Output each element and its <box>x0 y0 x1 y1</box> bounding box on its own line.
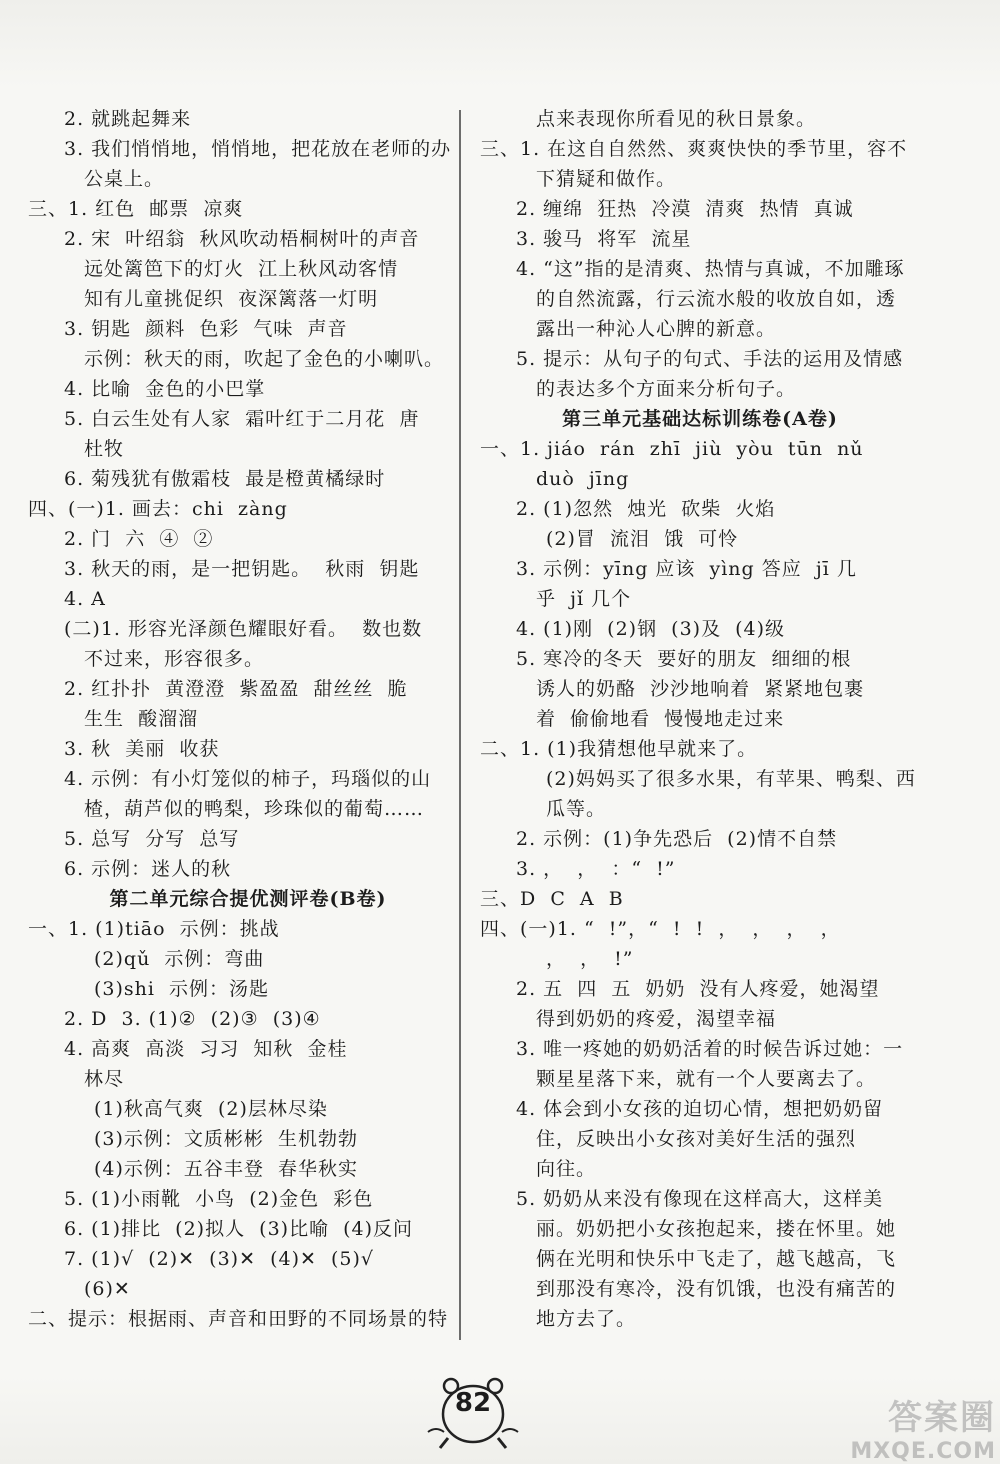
answer-line: 住，反映出小女孩对美好生活的强烈 <box>536 1128 857 1150</box>
answer-line: 二、提示：根据雨、声音和田野的不同场景的特 <box>28 1308 449 1330</box>
answer-line: 向往。 <box>536 1158 597 1180</box>
answer-line: (二)1. 形容光泽颜色耀眼好看。 数也数 <box>64 618 423 640</box>
answer-line: 三、1. 红色 邮票 凉爽 <box>28 198 244 220</box>
answer-line: 5. 白云生处有人家 霜叶红于二月花 唐 <box>64 408 420 430</box>
column-divider <box>459 110 461 1340</box>
answer-line: 5. 奶奶从来没有像现在这样高大，这样美 <box>516 1188 884 1210</box>
answer-line: (1)秋高气爽 (2)层林尽染 <box>94 1098 328 1120</box>
answer-line: 2. 就跳起舞来 <box>64 108 192 130</box>
page-number: 82 <box>454 1388 492 1418</box>
answer-line: 4. A <box>64 588 106 610</box>
answer-line: 6. (1)排比 (2)拟人 (3)比喻 (4)反问 <box>64 1218 414 1240</box>
answer-line: 着 偷偷地看 慢慢地走过来 <box>536 708 785 730</box>
answer-line: (4)示例：五谷丰登 春华秋实 <box>94 1158 358 1180</box>
answer-line: (2)冒 流泪 饿 可怜 <box>546 528 739 550</box>
answer-line: 5. 提示：从句子的句式、手法的运用及情感 <box>516 348 904 370</box>
answer-line: 丽。奶奶把小女孩抱起来，搂在怀里。她 <box>536 1218 897 1240</box>
left-answer-column <box>28 104 468 1334</box>
answer-line: 公桌上。 <box>84 168 165 190</box>
answer-line: 的自然流露，行云流水般的收放自如，透 <box>536 288 897 310</box>
answer-line: 3. 秋 美丽 收获 <box>64 738 220 760</box>
answer-line: (3)shi 示例：汤匙 <box>94 978 270 1000</box>
answer-line: 4. “这”指的是清爽、热情与真诚，不加雕琢 <box>516 258 905 280</box>
answer-line: 到那没有寒冷，没有饥饿，也没有痛苦的 <box>536 1278 897 1300</box>
answer-line: 露出一种沁人心脾的新意。 <box>536 318 777 340</box>
answer-line: 二、1. (1)我猜想他早就来了。 <box>480 738 758 760</box>
answer-line: 5. 寒冷的冬天 要好的朋友 细细的根 <box>516 648 852 670</box>
answer-line: 3. 唯一疼她的奶奶活着的时候告诉过她：一 <box>516 1038 904 1060</box>
answer-line: 地方去了。 <box>536 1308 637 1330</box>
answer-line: 俩在光明和快乐中飞走了，越飞越高，飞 <box>536 1248 897 1270</box>
answer-line: 4. 高爽 高淡 习习 知秋 金桂 <box>64 1038 348 1060</box>
answer-line: 2. D 3. (1)② (2)③ (3)④ <box>64 1008 321 1030</box>
answer-line: 楂，葫芦似的鸭梨，珍珠似的葡萄…… <box>84 798 425 820</box>
answer-line: 3. 钥匙 颜料 色彩 气味 声音 <box>64 318 348 340</box>
answer-line: 的表达多个方面来分析句子。 <box>536 378 797 400</box>
answer-line: (3)示例：文质彬彬 生机勃勃 <box>94 1128 358 1150</box>
answer-line: 2. 门 六 ④ ② <box>64 528 214 550</box>
answer-line: 6. 示例：迷人的秋 <box>64 858 232 880</box>
answer-line: 诱人的奶酪 沙沙地响着 紧紧地包裹 <box>536 678 865 700</box>
answer-line: 2. 红扑扑 黄澄澄 紫盈盈 甜丝丝 脆 <box>64 678 408 700</box>
section-heading: 第三单元基础达标训练卷(A卷) <box>562 408 838 430</box>
answer-line: 杜牧 <box>84 438 125 460</box>
answer-line: 不过来，形容很多。 <box>84 648 265 670</box>
answer-line: 7. (1)√ (2)✕ (3)✕ (4)✕ (5)√ <box>64 1248 375 1270</box>
answer-line: 四、(一)1. 画去：chi zàng <box>28 498 288 520</box>
answer-line: 远处篱笆下的灯火 江上秋风动客情 <box>84 258 399 280</box>
answer-line: duò jīng <box>536 468 630 490</box>
watermark-logo-text: 答案圈 <box>888 1398 996 1438</box>
answer-line: 3. 示例：yīng 应该 yìng 答应 jī 几 <box>516 558 857 580</box>
answer-line: (2)qǔ 示例：弯曲 <box>94 948 265 970</box>
answer-line: 3. 骏马 将军 流星 <box>516 228 692 250</box>
answer-line: 三、1. 在这自自然然、爽爽快快的季节里，容不 <box>480 138 908 160</box>
section-heading: 第二单元综合提优测评卷(B卷) <box>109 888 387 910</box>
answer-line: 一、1. (1)tiāo 示例：挑战 <box>28 918 280 940</box>
answer-line: 3. 我们悄悄地，悄悄地，把花放在老师的办 <box>64 138 452 160</box>
answer-line: 4. 体会到小女孩的迫切心情，想把奶奶留 <box>516 1098 884 1120</box>
answer-line: 瓜等。 <box>546 798 607 820</box>
answer-line: 三、D C A B <box>480 888 624 910</box>
answer-line: 下猜疑和做作。 <box>536 168 677 190</box>
answer-line: 2. 宋 叶绍翁 秋风吹动梧桐树叶的声音 <box>64 228 420 250</box>
answer-line: 乎 jǐ 几个 <box>536 588 632 610</box>
answer-line: 2. 五 四 五 奶奶 没有人疼爱，她渴望 <box>516 978 880 1000</box>
answer-line: 点来表现你所看见的秋日景象。 <box>536 108 817 130</box>
answer-line: 5. 总写 分写 总写 <box>64 828 240 850</box>
answer-line: (6)✕ <box>84 1278 131 1300</box>
answer-line: 2. 示例：(1)争先恐后 (2)情不自禁 <box>516 828 838 850</box>
answer-line: 6. 菊残犹有傲霜枝 最是橙黄橘绿时 <box>64 468 386 490</box>
answer-line: 5. (1)小雨靴 小鸟 (2)金色 彩色 <box>64 1188 374 1210</box>
answer-line: 2. (1)忽然 烛光 砍柴 火焰 <box>516 498 776 520</box>
answer-line: 一、1. jiáo rán zhī jiù yòu tūn nǔ <box>480 438 864 460</box>
answer-line: 知有儿童挑促织 夜深篱落一灯明 <box>84 288 379 310</box>
answer-line: 林尽 <box>84 1068 125 1090</box>
answer-line: 2. 缠绵 狂热 冷漠 清爽 热情 真诚 <box>516 198 854 220</box>
answer-line: 颗星星落下来，就有一个人要离去了。 <box>536 1068 877 1090</box>
watermark-url: MXQE.COM <box>850 1439 996 1464</box>
answer-line: (2)妈妈买了很多水果，有苹果、鸭梨、西 <box>546 768 916 790</box>
answer-line: 3. ， ， ：“ !” <box>516 858 676 880</box>
answer-line: 四、(一)1. “ !”，“ ! ! ， ， ， ， <box>480 918 841 940</box>
answer-line: 得到奶奶的疼爱，渴望幸福 <box>536 1008 777 1030</box>
site-watermark <box>826 1390 996 1464</box>
answer-line: 4. 比喻 金色的小巴掌 <box>64 378 266 400</box>
answer-line: ， ， !” <box>546 948 634 970</box>
answer-line: 4. (1)刚 (2)钢 (3)及 (4)级 <box>516 618 786 640</box>
answer-line: 4. 示例：有小灯笼似的柿子，玛瑙似的山 <box>64 768 432 790</box>
answer-line: 示例：秋天的雨，吹起了金色的小喇叭。 <box>84 348 445 370</box>
answer-line: 3. 秋天的雨，是一把钥匙。 秋雨 钥匙 <box>64 558 420 580</box>
page-number-badge <box>418 1372 528 1452</box>
answer-line: 生生 酸溜溜 <box>84 708 199 730</box>
right-answer-column <box>480 104 920 1334</box>
